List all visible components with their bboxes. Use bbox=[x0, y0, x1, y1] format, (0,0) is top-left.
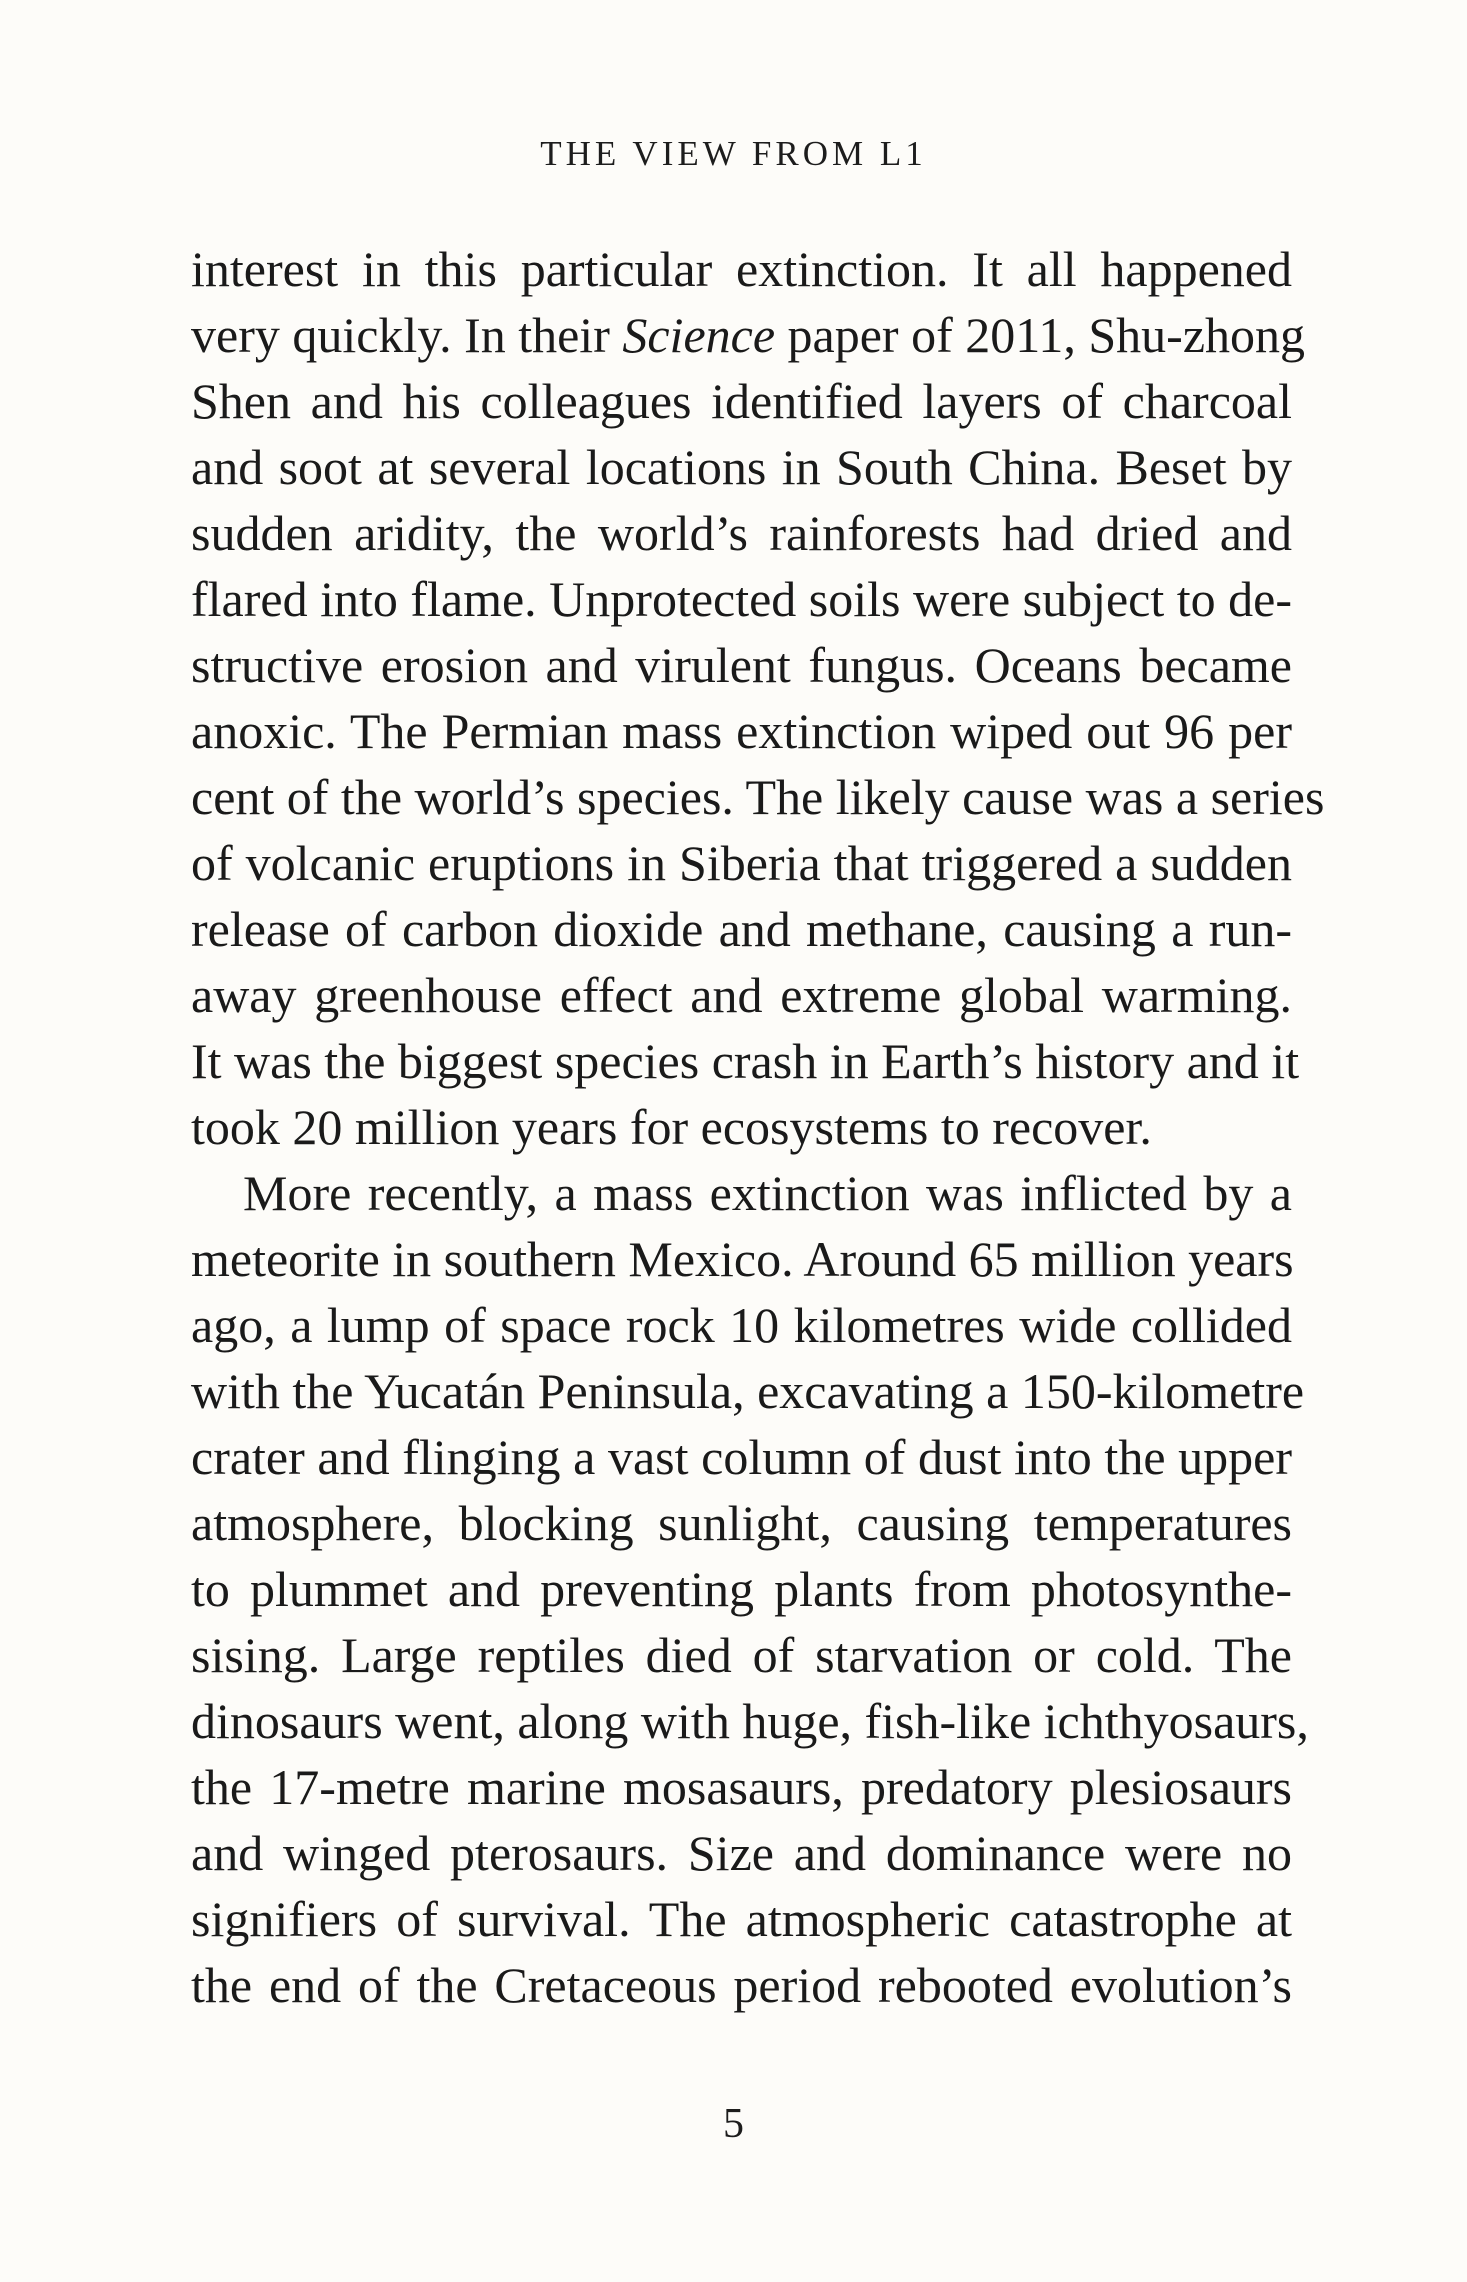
text-line: interest in this particular extinction. It all happened bbox=[191, 241, 1292, 297]
text-line: with the Yucatán Peninsula, excavating a 150-kilometre bbox=[191, 1363, 1305, 1419]
text-line: It was the biggest species crash in Earth’s history and it bbox=[191, 1033, 1300, 1089]
running-head: THE VIEW FROM L1 bbox=[540, 134, 927, 173]
text-line: crater and flinging a vast column of dust into the upper bbox=[191, 1429, 1292, 1485]
text-line: cent of the world’s species. The likely cause was a series bbox=[191, 769, 1325, 825]
text-line: release of carbon dioxide and methane, causing a run- bbox=[191, 901, 1292, 957]
text-line: to plummet and preventing plants from photosynthe- bbox=[191, 1561, 1292, 1617]
body-text bbox=[191, 236, 1325, 2018]
text-line: meteorite in southern Mexico. Around 65 million years bbox=[191, 1231, 1294, 1287]
page-number: 5 bbox=[723, 2101, 744, 2147]
text-line: the 17-metre marine mosasaurs, predatory plesiosaurs bbox=[191, 1759, 1292, 1815]
text-line: sudden aridity, the world’s rainforests had dried and bbox=[191, 505, 1292, 561]
journal-title: Science bbox=[622, 307, 776, 363]
text-line: the end of the Cretaceous period rebooted evolution’s bbox=[191, 1957, 1292, 2013]
text-line: More recently, a mass extinction was inflicted by a bbox=[243, 1165, 1292, 1221]
text-line: dinosaurs went, along with huge, fish-like ichthyosaurs, bbox=[191, 1693, 1309, 1749]
text-line: and soot at several locations in South China. Beset by bbox=[191, 439, 1292, 495]
text-line: sising. Large reptiles died of starvation or cold. The bbox=[191, 1627, 1292, 1683]
text-line: Shen and his colleagues identified layers of charcoal bbox=[191, 373, 1292, 429]
text-line: flared into flame. Unprotected soils were subject to de- bbox=[191, 571, 1293, 627]
text-line: away greenhouse effect and extreme global warming. bbox=[191, 967, 1292, 1023]
text-line: and winged pterosaurs. Size and dominance were no bbox=[191, 1825, 1292, 1881]
paragraph-1 bbox=[191, 236, 1325, 1160]
text-line: anoxic. The Permian mass extinction wiped out 96 per bbox=[191, 703, 1292, 759]
text-line: structive erosion and virulent fungus. Oceans became bbox=[191, 637, 1292, 693]
text-line: of volcanic eruptions in Siberia that triggered a sudden bbox=[191, 835, 1292, 891]
text-line: signifiers of survival. The atmospheric catastrophe at bbox=[191, 1891, 1292, 1947]
text-line: ago, a lump of space rock 10 kilometres wide collided bbox=[191, 1297, 1292, 1353]
paragraph-2 bbox=[191, 1160, 1309, 2018]
text-line: took 20 million years for ecosystems to recover. bbox=[191, 1099, 1152, 1155]
text-line: very quickly. In their Science paper of 2011, Shu-zhong bbox=[191, 307, 1306, 363]
text-line: atmosphere, blocking sunlight, causing temperatures bbox=[191, 1495, 1292, 1551]
